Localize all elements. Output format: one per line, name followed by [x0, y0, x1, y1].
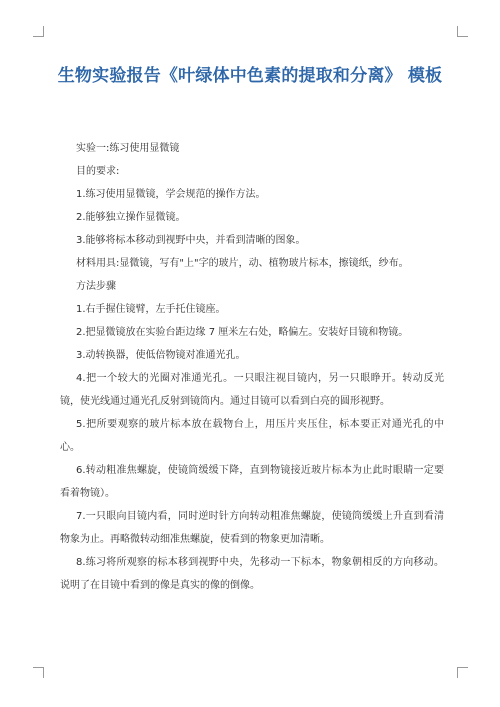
method-step: 1.右手握住镜臂，左手托住镜座。 — [76, 304, 226, 315]
method-step: 2.把显微镜放在实验台距边缘 7 厘米左右处，略偏左。安装好目镜和物镜。 — [76, 327, 409, 338]
method-step-paragraph: 7.一只眼向目镜内看，同时逆时针方向转动粗准焦螺旋，使镜筒缓缓上升直到看清物象为止。再略微转动细准焦螺旋，使看到的物象更加清晰。 — [60, 511, 444, 545]
method-step-paragraph: 4.把一个较大的光圈对准通光孔。一只眼注视目镜内，另一只眼睁开。转动反光镜，使光线通过通光孔反射到镜筒内。通过目镜可以看到白亮的圆形视野。 — [60, 373, 444, 407]
method-step-paragraph: 6.转动粗准焦螺旋，使镜筒缓缓下降，直到物镜接近玻片标本为止此时眼睛一定要看着物镜）。 — [60, 465, 444, 499]
materials-line: 材料用具:显微镜，写有"上"字的玻片，动、植物玻片标本，擦镜纸，纱布。 — [76, 258, 409, 269]
method-heading: 方法步骤 — [76, 281, 116, 292]
objectives-heading: 目的要求: — [76, 166, 120, 177]
crop-mark-top-right — [457, 26, 468, 37]
crop-mark-bottom-right — [457, 667, 468, 678]
objective-item: 3.能够将标本移动到视野中央，并看到清晰的图象。 — [76, 235, 306, 246]
method-step-paragraph: 5.把所要观察的玻片标本放在载物台上，用压片夹压住，标本要正对通光孔的中心。 — [60, 419, 444, 453]
method-step: 3.动转换器，使低倍物镜对准通光孔。 — [76, 350, 246, 361]
objective-item: 1.练习使用显微镜，学会规范的操作方法。 — [76, 189, 266, 200]
document-body — [60, 137, 444, 597]
experiment-heading: 实验一:练习使用显微镜 — [76, 143, 180, 154]
document-title: 生物实验报告《叶绿体中色素的提取和分离》 模板 — [57, 66, 443, 86]
crop-mark-bottom-left — [33, 667, 44, 678]
objective-item: 2.能够独立操作显微镜。 — [76, 212, 186, 223]
crop-mark-top-left — [33, 26, 44, 37]
method-step-paragraph: 8.练习将所观察的标本移到视野中央，先移动一下标本，物象朝相反的方向移动。说明了在目镜中看到的像是真实的像的倒像。 — [60, 557, 444, 591]
